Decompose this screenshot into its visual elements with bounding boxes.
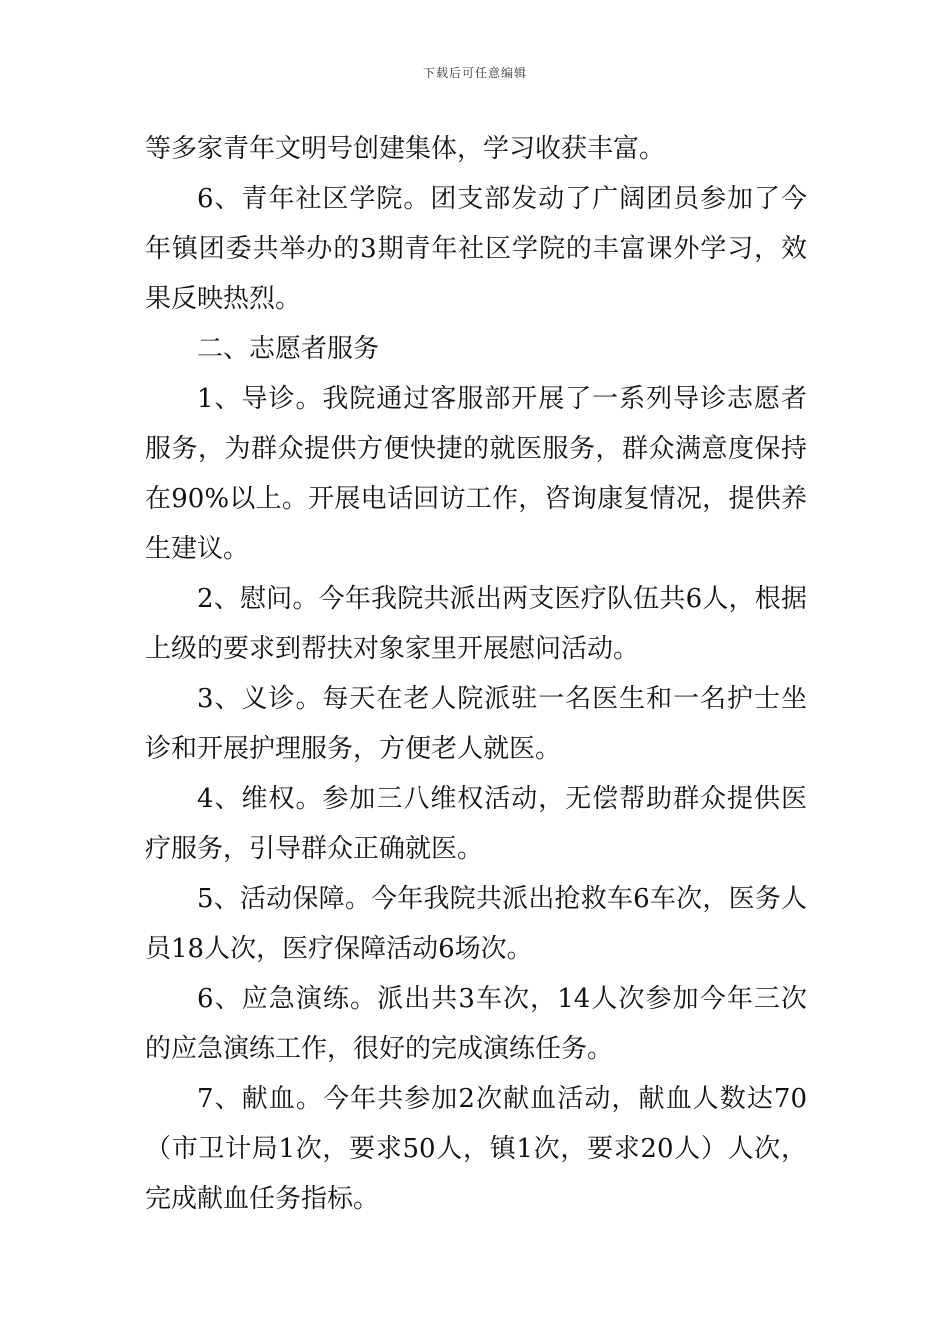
section-heading-volunteer-service: 二、志愿者服务 <box>197 334 380 364</box>
paragraph-guidance: 1、导诊。我院通过客服部开展了一系列导诊志愿者服务，为群众提供方便快捷的就医服务，群众满意度保持在90%以上。开展电话回访工作，咨询康复情况，提供养生建议。 <box>145 384 807 564</box>
paragraph-event-support: 5、活动保障。今年我院共派出抢救车6车次，医务人员18人次，医疗保障活动6场次。 <box>145 884 807 964</box>
paragraph-free-clinic: 3、义诊。每天在老人院派驻一名医生和一名护士坐诊和开展护理服务，方便老人就医。 <box>145 684 807 764</box>
page-header: 下载后可任意编辑 <box>422 66 527 80</box>
paragraph-youth-community-college: 6、青年社区学院。团支部发动了广阔团员参加了今年镇团委共举办的3期青年社区学院的丰富课外学习，效果反映热烈。 <box>145 184 807 314</box>
paragraph-condolence: 2、慰问。今年我院共派出两支医疗队伍共6人，根据上级的要求到帮扶对象家里开展慰问活动。 <box>145 584 807 664</box>
paragraph-rights-protection: 4、维权。参加三八维权活动，无偿帮助群众提供医疗服务，引导群众正确就医。 <box>145 784 807 864</box>
paragraph-blood-donation: 7、献血。今年共参加2次献血活动，献血人数达70（市卫计局1次，要求50人，镇1次，要求20人）人次，完成献血任务指标。 <box>145 1084 807 1214</box>
paragraph-continuation: 等多家青年文明号创建集体，学习收获丰富。 <box>145 134 666 164</box>
document-body <box>145 124 807 1224</box>
paragraph-emergency-drill: 6、应急演练。派出共3车次，14人次参加今年三次的应急演练工作，很好的完成演练任务。 <box>145 984 807 1064</box>
